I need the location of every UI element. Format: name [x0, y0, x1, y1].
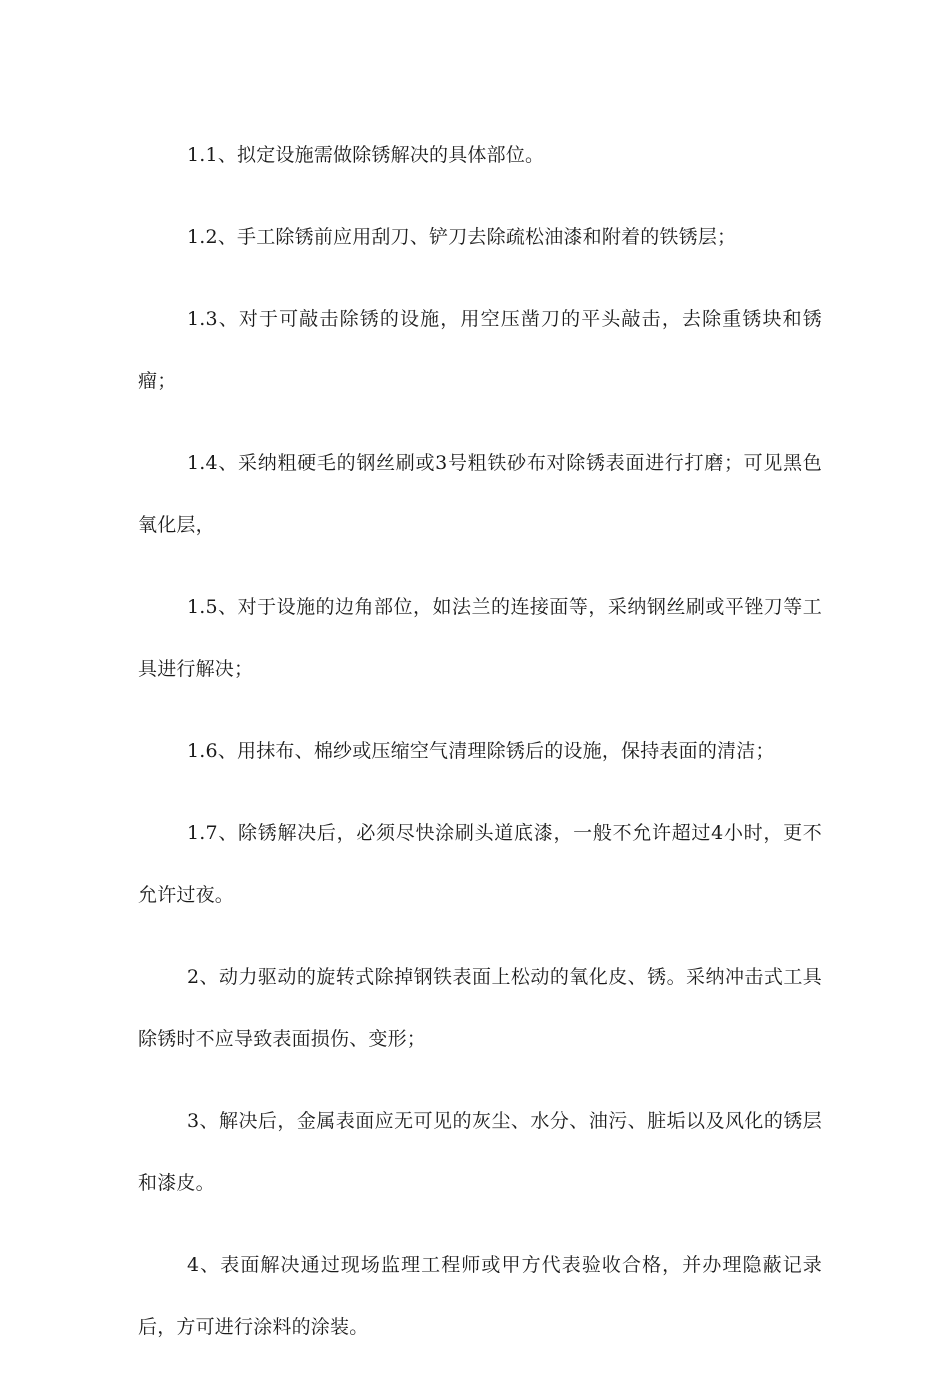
paragraph-1-4: 1.4、采纳粗硬毛的钢丝刷或3号粗铁砂布对除锈表面进行打磨；可见黑色氧化层，: [138, 452, 822, 536]
paragraph-1-7: 1.7、除锈解决后，必须尽快涂刷头道底漆，一般不允许超过4小时，更不允许过夜。: [138, 822, 822, 906]
paragraph-1-3: 1.3、对于可敲击除锈的设施，用空压凿刀的平头敲击，去除重锈块和锈瘤；: [138, 308, 822, 392]
paragraph-4: 4、表面解决通过现场监理工程师或甲方代表验收合格，并办理隐蔽记录后，方可进行涂料的涂装。: [138, 1254, 822, 1338]
paragraph-3: 3、解决后，金属表面应无可见的灰尘、水分、油污、脏垢以及风化的锈层和漆皮。: [138, 1110, 822, 1194]
paragraph-1-1: 1.1、拟定设施需做除锈解决的具体部位。: [187, 144, 545, 166]
paragraph-1-5: 1.5、对于设施的边角部位，如法兰的连接面等，采纳钢丝刷或平锉刀等工具进行解决；: [138, 596, 822, 680]
paragraph-2: 2、动力驱动的旋转式除掉钢铁表面上松动的氧化皮、锈。采纳冲击式工具除锈时不应导致表面损伤、变形；: [138, 966, 822, 1050]
document-body: [138, 124, 822, 1378]
paragraph-1-6: 1.6、用抹布、棉纱或压缩空气清理除锈后的设施，保持表面的清洁；: [187, 740, 775, 762]
paragraph-1-2: 1.2、手工除锈前应用刮刀、铲刀去除疏松油漆和附着的铁锈层；: [187, 226, 737, 248]
